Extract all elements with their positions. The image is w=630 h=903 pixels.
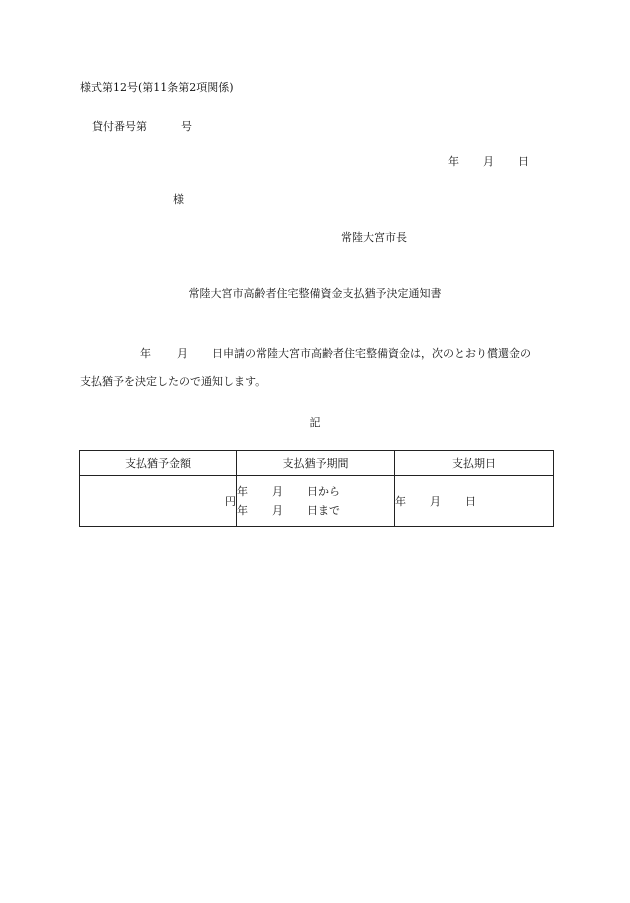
body-line-2: 支払猶予を決定したので通知します。 bbox=[80, 375, 267, 388]
issuer: 常陸大宮市長 bbox=[341, 231, 407, 244]
deferral-table bbox=[79, 450, 554, 527]
payment-year: 年 bbox=[395, 495, 406, 508]
amount-cell bbox=[80, 476, 237, 527]
document-title: 常陸大宮市高齢者住宅整備資金支払猶予決定通知書 bbox=[188, 287, 442, 300]
body-text: 日申請の常陸大宮市高齢者住宅整備資金は，次のとおり償還金の bbox=[212, 347, 531, 360]
issue-date bbox=[448, 155, 529, 169]
form-number: 様式第12号(第11条第2項関係) bbox=[80, 81, 234, 94]
issue-date-year: 年 bbox=[448, 155, 459, 168]
body-line-1 bbox=[140, 347, 531, 361]
addressee: 様 bbox=[173, 193, 184, 206]
loan-number bbox=[92, 120, 192, 134]
period-from bbox=[237, 482, 394, 501]
ki-heading: 記 bbox=[309, 416, 321, 429]
period-to-day: 日まで bbox=[307, 504, 340, 517]
period-to-year: 年 bbox=[237, 504, 248, 517]
issue-date-day: 日 bbox=[518, 155, 529, 168]
header-payment-date: 支払期日 bbox=[395, 451, 554, 476]
body-year: 年 bbox=[140, 347, 151, 360]
issue-date-month: 月 bbox=[483, 155, 494, 168]
period-to bbox=[237, 501, 394, 520]
period-cell bbox=[237, 476, 395, 527]
loan-number-suffix: 号 bbox=[181, 120, 192, 133]
period-from-month: 月 bbox=[272, 485, 283, 498]
table-header-row bbox=[80, 451, 554, 476]
period-from-year: 年 bbox=[237, 485, 248, 498]
period-from-day: 日から bbox=[307, 485, 340, 498]
amount-unit: 円 bbox=[225, 495, 236, 508]
header-period: 支払猶予期間 bbox=[237, 451, 395, 476]
loan-number-prefix: 貸付番号第 bbox=[92, 120, 147, 133]
header-amount: 支払猶予金額 bbox=[80, 451, 237, 476]
table-row bbox=[80, 476, 554, 527]
payment-date-cell bbox=[395, 476, 554, 527]
payment-month: 月 bbox=[430, 495, 441, 508]
payment-day: 日 bbox=[465, 495, 476, 508]
period-to-month: 月 bbox=[272, 504, 283, 517]
body-month: 月 bbox=[177, 347, 188, 360]
